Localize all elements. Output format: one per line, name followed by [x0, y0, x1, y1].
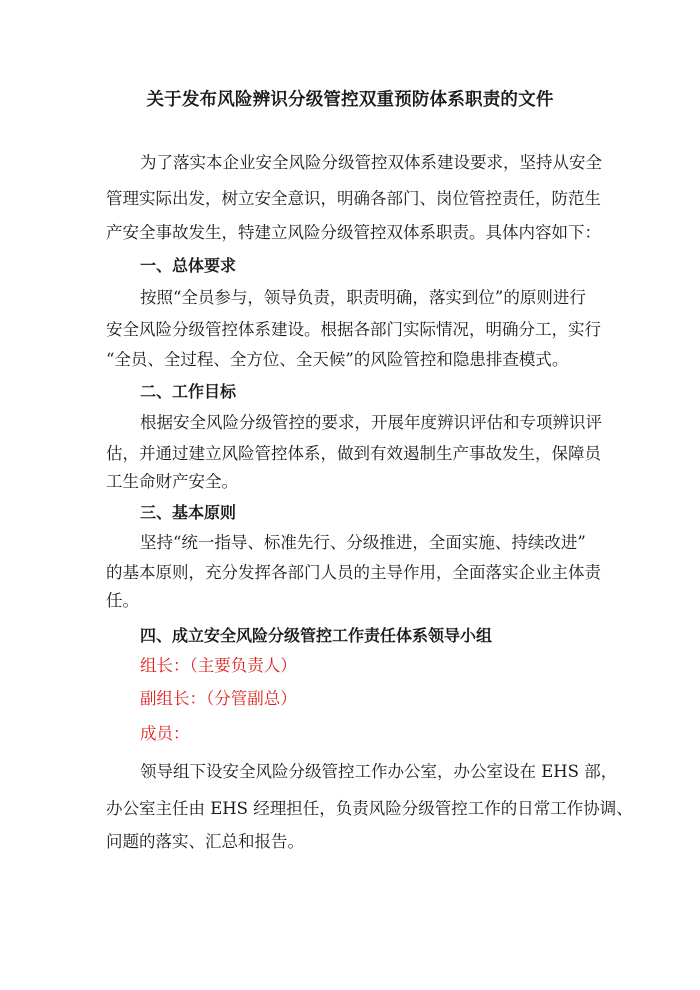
section-heading-leadership-group: 四、成立安全风险分级管控工作责任体系领导小组 [140, 626, 493, 645]
document-title: 关于发布风险辨识分级管控双重预防体系职责的文件 [146, 90, 554, 110]
section2-line-3: 工生命财产安全。 [106, 472, 238, 491]
intro-line-1: 为了落实本企业安全风险分级管控双体系建设要求，坚持从安全 [140, 153, 602, 172]
members-line: 成员： [140, 724, 190, 743]
section3-line-2: 的基本原则，充分发挥各部门人员的主导作用，全面落实企业主体责 [106, 563, 601, 582]
section-heading-work-objectives: 二、工作目标 [140, 382, 237, 401]
section3-line-3: 任。 [106, 591, 139, 610]
section-heading-general-requirements: 一、总体要求 [140, 256, 237, 275]
section-heading-basic-principles: 三、基本原则 [140, 503, 237, 522]
deputy-leader-line: 副组长：（分管副总） [140, 689, 297, 708]
intro-line-2: 管理实际出发，树立安全意识，明确各部门、岗位管控责任，防范生 [106, 189, 601, 208]
intro-line-3: 产安全事故发生，特建立风险分级管控双体系职责。具体内容如下： [106, 223, 601, 242]
section4-line-3: 问题的落实、汇总和报告。 [106, 832, 304, 851]
section3-line-1: 坚持“统一指导、标准先行、分级推进，全面实施、持续改进” [140, 533, 586, 552]
section4-line-2: 办公室主任由 EHS 经理担任，负责风险分级管控工作的日常工作协调、 [106, 799, 633, 818]
section2-line-2: 估，并通过建立风险管控体系，做到有效遏制生产事故发生，保障员 [106, 444, 601, 463]
section1-line-2: 安全风险分级管控体系建设。根据各部门实际情况，明确分工，实行 [106, 320, 601, 339]
group-leader-line: 组长：（主要负责人） [140, 656, 297, 675]
section2-line-1: 根据安全风险分级管控的要求，开展年度辨识评估和专项辨识评 [140, 413, 602, 432]
section1-line-3: “全员、全过程、全方位、全天候”的风险管控和隐患排查模式。 [106, 350, 569, 369]
section4-line-1: 领导组下设安全风险分级管控工作办公室，办公室设在 EHS 部， [140, 762, 618, 781]
section1-line-1: 按照“全员参与，领导负责，职责明确，落实到位”的原则进行 [140, 288, 586, 307]
